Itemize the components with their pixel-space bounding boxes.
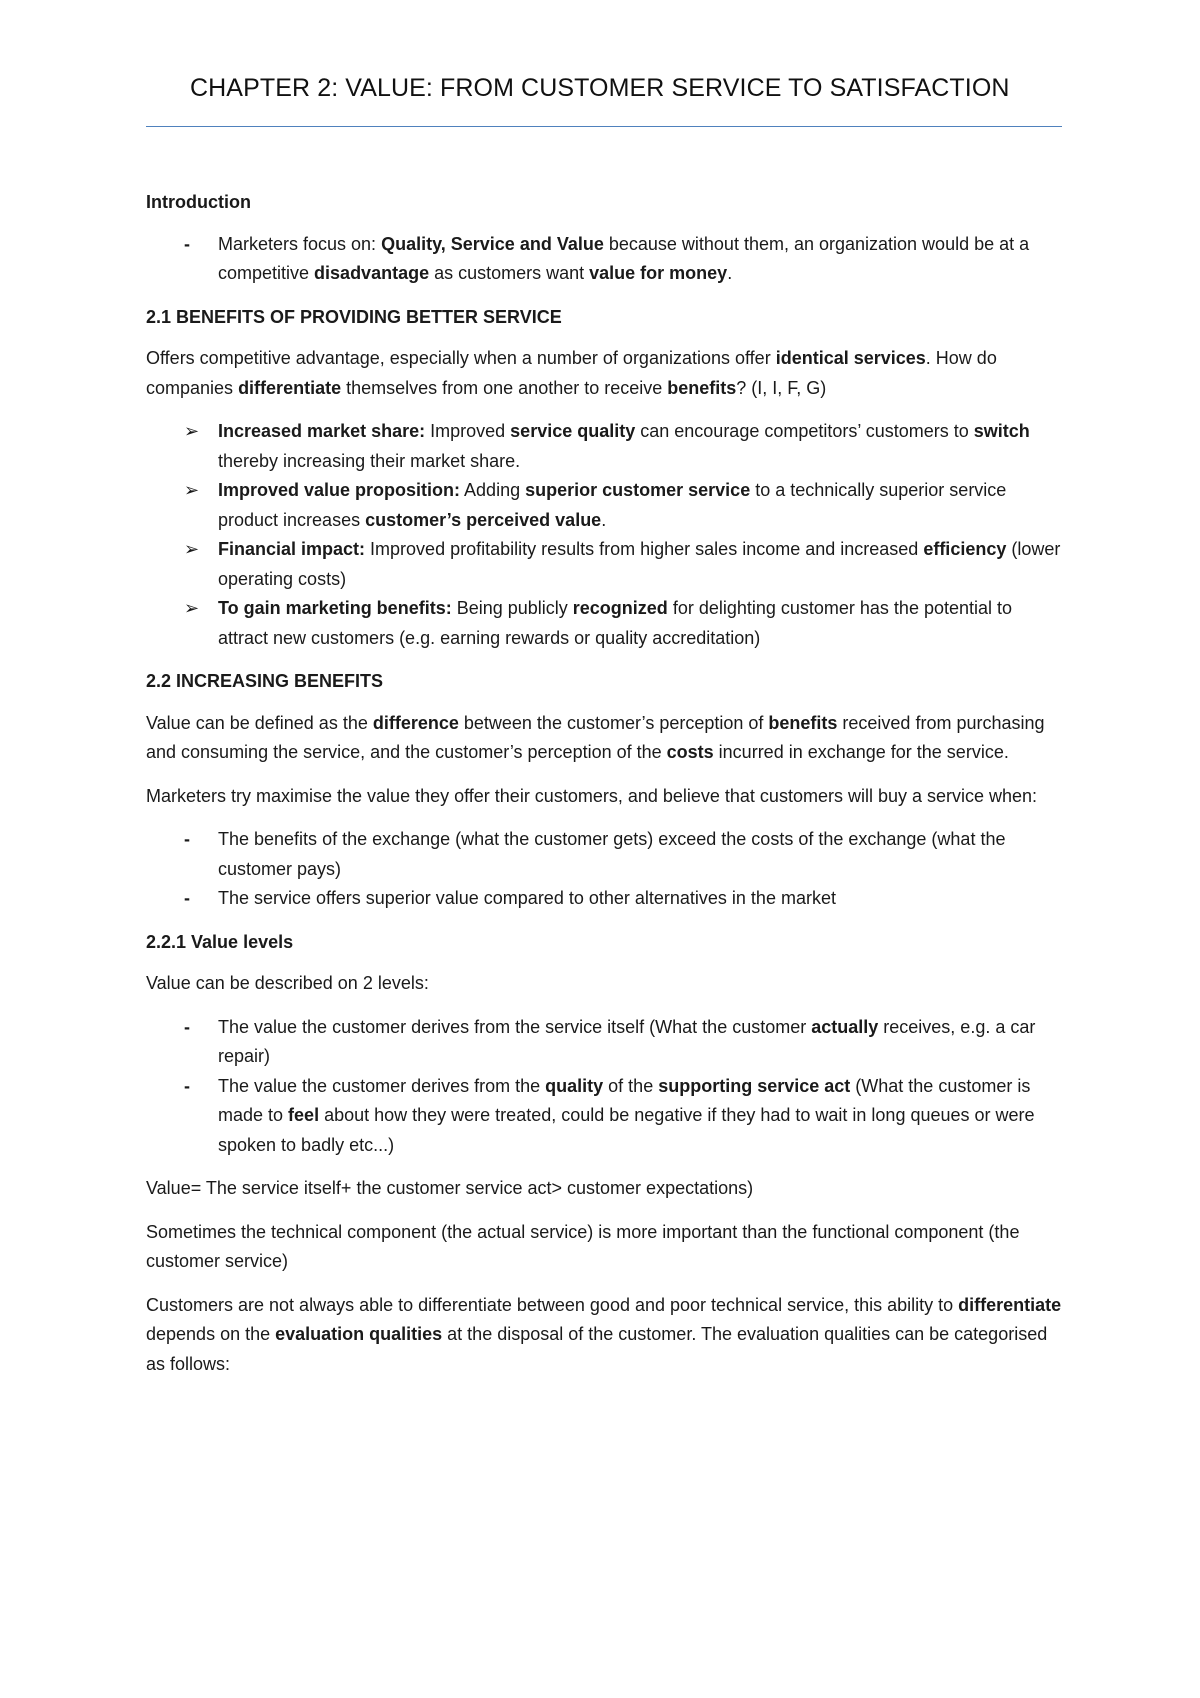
arrow-bullet-icon: ➢ [184,480,200,500]
list-item: ➢ Increased market share: Improved service quality can encourage competitors’ customers to switch thereby increasing their market share. [146,417,1066,476]
value-levels-list [146,1013,1066,1161]
list-item: - The service offers superior value compared to other alternatives in the market [146,884,1066,914]
chapter-title: CHAPTER 2: VALUE: FROM CUSTOMER SERVICE TO SATISFACTION [190,74,1010,102]
section-2-2-1-heading: 2.2.1 Value levels [146,931,294,952]
section-2-2-heading: 2.2 INCREASING BENEFITS [146,671,384,691]
dash-bullet-icon: - [184,1016,190,1037]
list-item: ➢ Financial impact: Improved profitability results from higher sales income and increased efficiency (lower operating costs) [146,535,1066,594]
list-item: - The value the customer derives from the service itself (What the customer actually receives, e.g. a car repair) [146,1013,1066,1072]
dash-bullet-icon: - [184,888,190,908]
section-2-1-paragraph: Offers competitive advantage, especially when a number of organizations offer identical services. How do companies differentiate themselves from one another to receive benefits? (I, I, F, G) [146,348,997,398]
value-formula: Value= The service itself+ the customer service act> customer expectations) [146,1178,754,1198]
dash-bullet-icon: - [184,233,190,254]
document-body [146,188,1066,1393]
list-item: ➢ Improved value proposition: Adding superior customer service to a technically superior service product increases customer’s perceived value. [146,476,1066,535]
list-item: ➢ To gain marketing benefits: Being publicly recognized for delighting customer has the potential to attract new customers (e.g. earning rewards or quality accreditation) [146,594,1066,653]
dash-bullet-icon: - [184,829,190,849]
list-item: - The value the customer derives from the quality of the supporting service act (What the customer is made to feel about how they were treated, could be negative if they had to wait in long queues or were spoken to badly etc...) [146,1072,1066,1161]
dash-bullet-icon: - [184,1075,190,1096]
title-divider [146,126,1062,127]
section-2-2-paragraph-1: Value can be defined as the difference between the customer’s perception of benefits received from purchasing and consuming the service, and the customer’s perception of the costs incurred in exchange for the service. [146,712,1045,762]
intro-heading: Introduction [146,192,251,212]
list-item: - The benefits of the exchange (what the customer gets) exceed the costs of the exchange (what the customer pays) [146,825,1066,884]
technical-component-paragraph: Sometimes the technical component (the actual service) is more important than the functional component (the customer service) [146,1221,1020,1271]
value-conditions-list [146,825,1066,914]
list-item: - Marketers focus on: Quality, Service and Value because without them, an organization would be at a competitive disadvantage as customers want value for money. [146,230,1066,289]
evaluation-qualities-paragraph: Customers are not always able to differentiate between good and poor technical service, this ability to differentiate depends on the evaluation qualities at the disposal of the customer. The evaluation qualities can be categorised as follows: [146,1294,1062,1374]
section-2-1-heading: 2.1 BENEFITS OF PROVIDING BETTER SERVICE [146,306,562,327]
arrow-bullet-icon: ➢ [184,598,200,618]
section-2-2-paragraph-2: Marketers try maximise the value they offer their customers, and believe that customers will buy a service when: [146,785,1038,806]
value-levels-intro: Value can be described on 2 levels: [146,973,429,993]
benefits-list [146,417,1066,653]
arrow-bullet-icon: ➢ [184,421,200,441]
arrow-bullet-icon: ➢ [184,539,200,559]
intro-list [146,230,1066,289]
